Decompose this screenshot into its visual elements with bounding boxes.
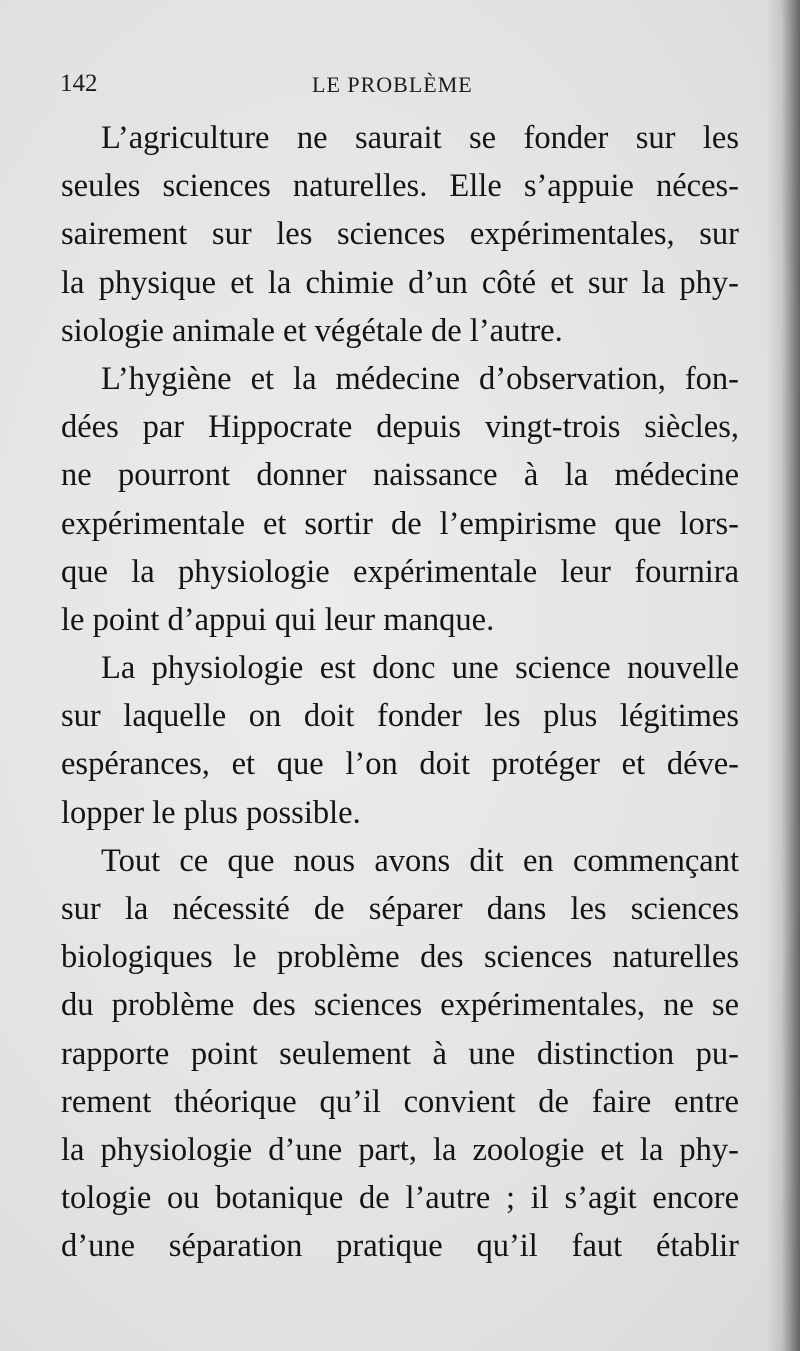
text-line: lopper le plus possible. <box>61 794 361 831</box>
text-line: siologie animale et végétale de l’autre. <box>61 312 563 349</box>
page-edge-shadow <box>766 0 800 1351</box>
body-text <box>61 114 739 1271</box>
text-line: que la physiologie expérimentale leur fournira <box>61 553 739 590</box>
text-line: d’une séparation pratique qu’il faut établir <box>61 1228 739 1265</box>
text-line: le point d’appui qui leur manque. <box>61 601 495 638</box>
page-header <box>60 70 740 106</box>
text-line: dées par Hippocrate depuis vingt-trois siècles, <box>61 409 739 446</box>
text-line: tologie ou botanique de l’autre ; il s’agit encore <box>61 1180 739 1217</box>
text-line: seules sciences naturelles. Elle s’appuie néces- <box>61 168 739 205</box>
text-line: la physiologie d’une part, la zoologie et la phy- <box>61 1131 739 1168</box>
text-line: rement théorique qu’il convient de faire entre <box>61 1083 739 1120</box>
text-line: La physiologie est donc une science nouvelle <box>101 650 739 687</box>
text-line: L’hygiène et la médecine d’observation, fon- <box>101 360 739 397</box>
text-line: expérimentale et sortir de l’empirisme que lors- <box>61 505 739 542</box>
text-line: la physique et la chimie d’un côté et sur la phy- <box>61 264 739 301</box>
text-line: espérances, et que l’on doit protéger et déve- <box>61 746 739 783</box>
text-line: ne pourront donner naissance à la médecine <box>61 457 739 494</box>
text-line: sur la nécessité de séparer dans les sciences <box>61 891 739 927</box>
text-line: rapporte point seulement à une distinction pu- <box>61 1035 739 1072</box>
page-number: 142 <box>60 70 98 97</box>
text-line: Tout ce que nous avons dit en commençant <box>101 842 739 879</box>
text-line: biologiques le problème des sciences naturelles <box>61 939 739 976</box>
text-line: L’agriculture ne saurait se fonder sur les <box>101 120 739 156</box>
text-line: du problème des sciences expérimentales, ne se <box>61 987 739 1024</box>
text-line: sairement sur les sciences expérimentales, sur <box>61 216 739 253</box>
running-head: LE PROBLÈME <box>312 72 473 97</box>
text-line: sur laquelle on doit fonder les plus légitimes <box>61 698 739 735</box>
